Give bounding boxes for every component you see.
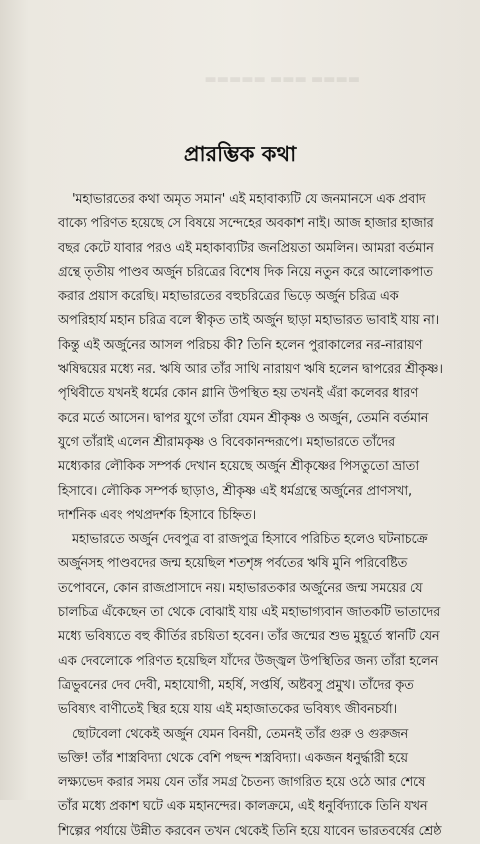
text-line: হিসাবে। লৌকিক সম্পর্ক ছাড়াও, শ্রীকৃষ্ণ এই ধর্মগ্রন্থে অর্জুনের প্রাণসখা, xyxy=(58,483,412,499)
text-line: ঋষিদ্বয়ের মধ্যে নর. ঋষি আর তাঁর সাথি নারায়ণ ঋষি হলেন দ্বাপরের শ্রীকৃষ্ণ। xyxy=(58,362,443,378)
text-line: ভক্তি! তাঁর শাস্ত্রবিদ্যা থেকে বেশি পছন্দ শস্ত্রবিদ্যা। একজন ধনুর্দ্ধারী হয়ে xyxy=(58,750,408,766)
text-line: মহাভারতে অর্জুন দেবপুত্র বা রাজপুত্র হিসাবে পরিচিত হলেও ঘটনাচক্রে xyxy=(72,532,428,548)
text-line: কিন্তু এই অর্জুনের আসল পরিচয় কী? তিনি হলেন পুরাকালের নর-নারায়ণ xyxy=(58,337,423,353)
text-line: গ্রন্থে তৃতীয় পাণ্ডব অর্জুন চরিত্রের বিশেষ দিক নিয়ে নতুন করে আলোকপাত xyxy=(58,264,433,280)
text-line: মধ্যে ভবিষ্যতে বহু কীর্তির রচয়িতা হবেন। তাঁর জন্মের শুভ মুহূর্তে স্বানটি যেন xyxy=(58,629,440,645)
text-line: অপরিহার্য মহান চরিত্র বলে স্বীকৃত তাই অর্জুন ছাড়া মহাভারত ভাবাই যায় না। xyxy=(58,313,440,329)
show-through-text-decoration: ▬▬▬▬ ▬▬▬ ▬▬▬▬▬ xyxy=(204,72,360,87)
text-line: অর্জুনসহ পাণ্ডবদের জন্ম হয়েছিল শতশৃঙ্গ পর্বতের ঋষি মুনি পরিবেষ্টিত xyxy=(58,556,408,572)
paragraph-2 xyxy=(58,528,456,722)
paragraph-1 xyxy=(58,188,456,528)
text-line: শিল্পের পর্যায়ে উন্নীত করবেন তখন থেকেই তিনি হয়ে যাবেন ভারতবর্ষের শ্রেষ্ঠ xyxy=(58,823,442,839)
text-line: 'মহাভারতের কথা অমৃত সমান' এই মহাবাক্যটি যে জনমানসে এক প্রবাদ xyxy=(72,192,426,207)
text-line: তপোবনে, কোন রাজপ্রাসাদে নয়। মহাভারতকার অর্জুনের জন্ম সময়ের যে xyxy=(58,580,423,596)
text-line: করার প্রয়াস করেছি। মহাভারতের বহুচরিত্রের ভিড়ে অর্জুন চরিত্র এক xyxy=(58,289,399,305)
text-line: মধ্যেকার লৌকিক সম্পর্ক দেখান হয়েছে অর্জুন শ্রীকৃষ্ণের পিসতুতো ভ্রাতা xyxy=(58,459,419,475)
text-line: ছোটবেলা থেকেই অর্জুন যেমন বিনয়ী, তেমনই তাঁর গুরু ও গুরুজন xyxy=(72,726,409,742)
page-body xyxy=(58,188,456,844)
text-line: বছর কেটে যাবার পরও এই মহাকাব্যটির জনপ্রিয়তা অমলিন। আমরা বর্তমান xyxy=(58,240,434,256)
text-line: এক দেবলোকে পরিণত হয়েছিল যাঁদের উজ্জ্বল উপস্থিতির জন্য তাঁরা হলেন xyxy=(58,653,439,669)
text-line: পৃথিবীতে যখনই ধর্মের কোন গ্লানি উপস্থিত হয় তখনই এঁরা কলেবর ধারণ xyxy=(58,386,419,402)
paragraph-3 xyxy=(58,723,456,844)
text-line: তাঁর মধ্যে প্রকাশ ঘটে এক মহানন্দের। কালক্রমে, এই ধনুর্বিদ্যাকে তিনি যখন xyxy=(58,799,428,815)
text-line: করে মর্তে আসেন। দ্বাপর যুগে তাঁরা যেমন শ্রীকৃষ্ণ ও অর্জুন, তেমনি বর্তমান xyxy=(58,410,429,426)
text-line: যুগে তাঁরাই এলেন শ্রীরামকৃষ্ণ ও বিবেকানন্দরূপে। মহাভারতে তাঁদের xyxy=(58,434,395,450)
text-line: দার্শনিক এবং পথপ্রদর্শক হিসাবে চিহ্নিত। xyxy=(58,507,256,523)
text-line: বাক্যে পরিণত হয়েছে সে বিষয়ে সন্দেহের অবকাশ নাই। আজ হাজার হাজার xyxy=(58,216,434,232)
text-line: ত্রিভুবনের দেব দেবী, মহাযোগী, মহর্ষি, সপ্তর্ষি, অষ্টবসু প্রমুখ। তাঁদের কৃত xyxy=(58,677,414,693)
text-line: চালচিত্র এঁকেছেন তা থেকে বোঝাই যায় এই মহাভাগ্যবান জাতকটি ভাতাদের xyxy=(58,605,441,621)
text-line: লক্ষ্যভেদ করার সময় যেন তাঁর সমগ্র চৈতন্য জাগরিত হয়ে ওঠে আর শেষে xyxy=(58,775,426,791)
page-title: প্রারম্ভিক কথা xyxy=(183,142,297,166)
text-line: ভবিষ্যৎ বাণীতেই স্থির হয়ে যায় এই মহাজাতকের ভবিষ্যৎ জীবনচর্যা। xyxy=(58,702,397,718)
